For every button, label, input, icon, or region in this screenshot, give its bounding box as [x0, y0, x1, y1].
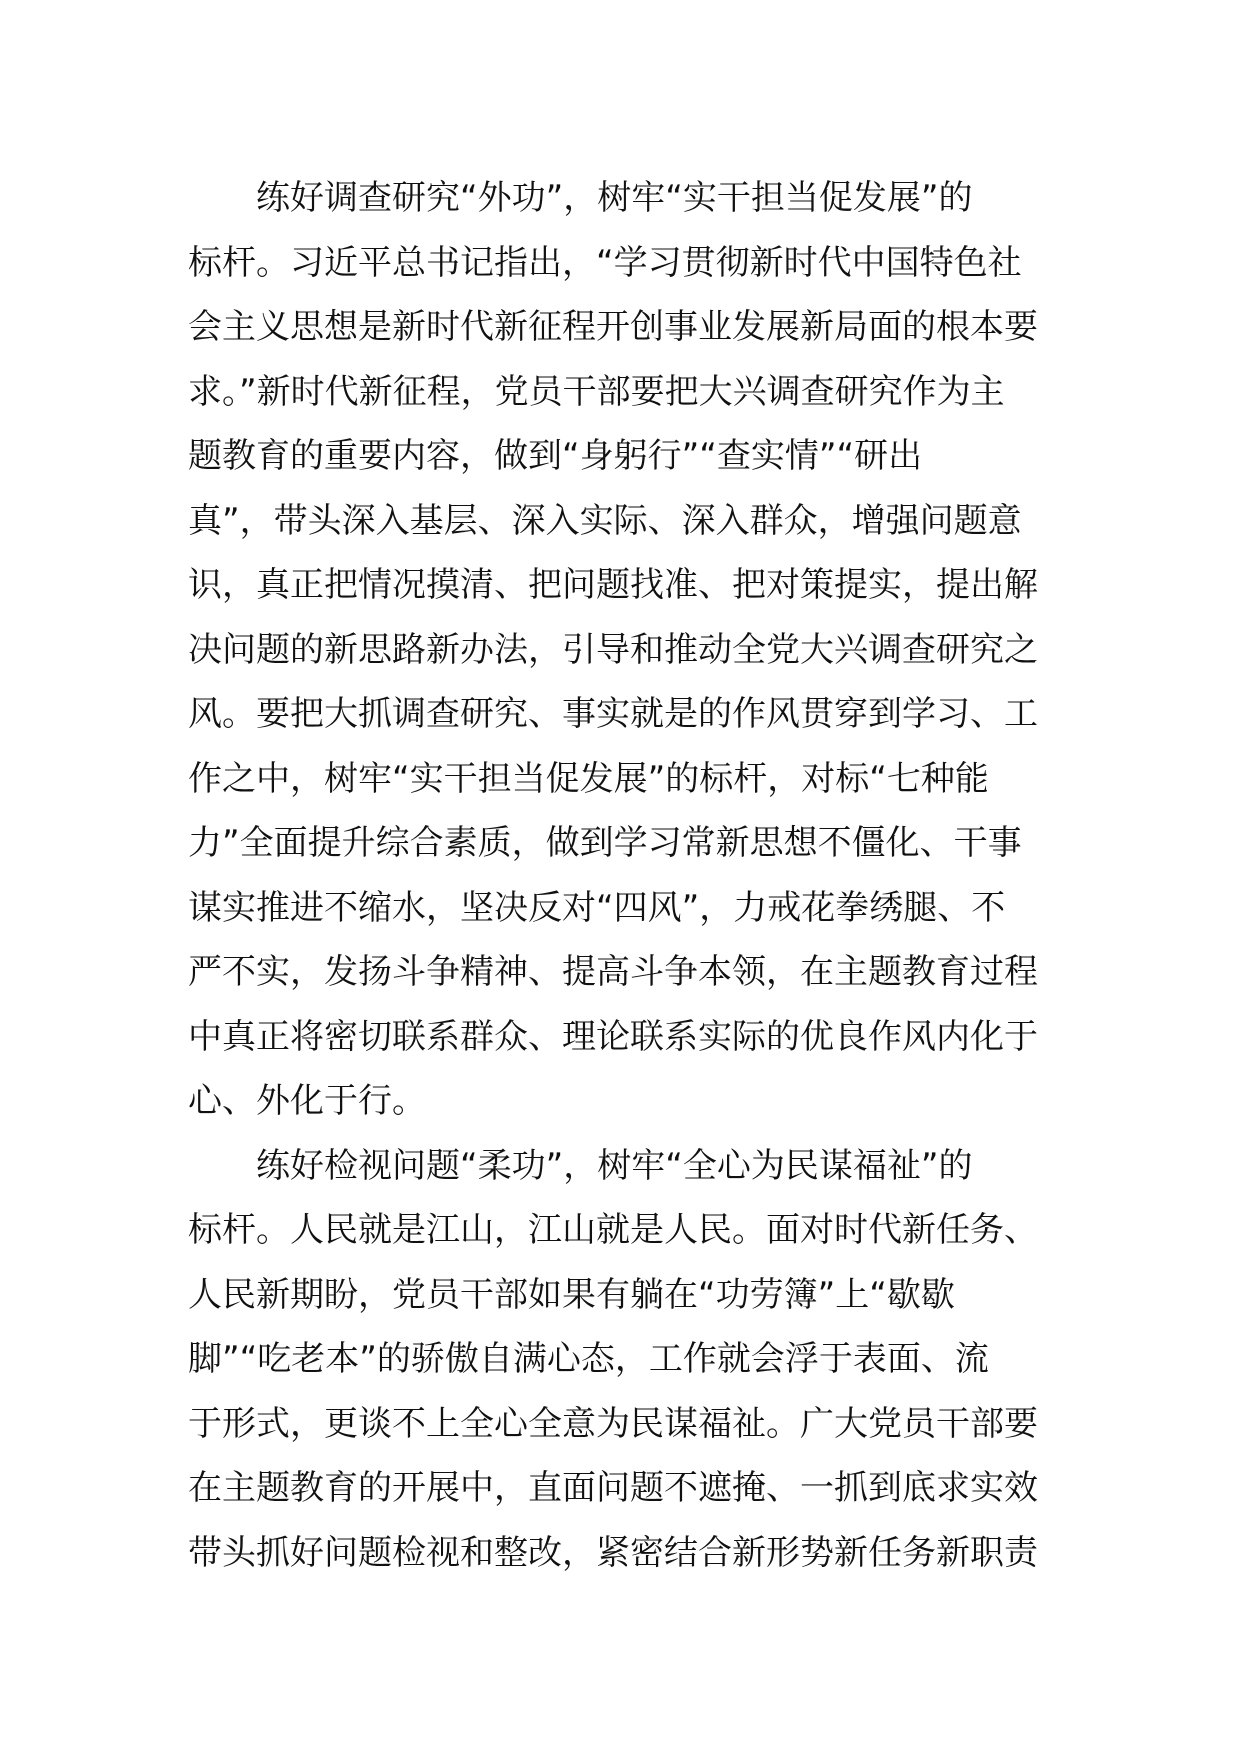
paragraph-line: 标杆。习近平总书记指出，“学习贯彻新时代中国特色社	[188, 242, 1022, 283]
paragraph-line: 在主题教育的开展中，直面问题不遮掩、一抓到底求实效	[188, 1468, 1038, 1508]
paragraph-1	[188, 166, 1058, 1134]
paragraph-2	[188, 1134, 1058, 1586]
paragraph-line: 标杆。人民就是江山，江山就是人民。面对时代新任务、	[188, 1210, 1038, 1250]
paragraph-line: 作之中，树牢“实干担当促发展”的标杆，对标“七种能	[188, 758, 989, 799]
paragraph-line: 严不实，发扬斗争精神、提高斗争本领，在主题教育过程	[188, 952, 1038, 992]
paragraph-line: 谋实推进不缩水，坚决反对“四风”，力戒花拳绣腿、不	[188, 887, 1006, 928]
paragraph-line: 脚”“吃老本”的骄傲自满心态，工作就会浮于表面、流	[188, 1339, 989, 1379]
body-text	[188, 166, 1058, 1585]
paragraph-line: 风。要把大抓调查研究、事实就是的作风贯穿到学习、工	[188, 694, 1038, 734]
paragraph-line: 于形式，更谈不上全心全意为民谋福祉。广大党员干部要	[188, 1403, 1038, 1444]
paragraph-line: 会主义思想是新时代新征程开创事业发展新局面的根本要	[188, 307, 1038, 347]
paragraph-line: 练好调查研究“外功”，树牢“实干担当促发展”的	[188, 178, 973, 218]
paragraph-line: 力”全面提升综合素质，做到学习常新思想不僵化、干事	[188, 823, 1022, 863]
paragraph-line: 识，真正把情况摸清、把问题找准、把对策提实，提出解	[188, 565, 1038, 605]
paragraph-line: 中真正将密切联系群众、理论联系实际的优良作风内化于	[188, 1016, 1038, 1057]
paragraph-line: 真”，带头深入基层、深入实际、深入群众，增强问题意	[188, 500, 1022, 541]
paragraph-line: 题教育的重要内容，做到“身躬行”“查实情”“研出	[188, 436, 923, 476]
paragraph-line: 人民新期盼，党员干部如果有躺在“功劳簿”上“歇歇	[188, 1274, 955, 1315]
paragraph-line: 求。”新时代新征程，党员干部要把大兴调查研究作为主	[188, 371, 1005, 412]
paragraph-line: 带头抓好问题检视和整改，紧密结合新形势新任务新职责	[188, 1532, 1038, 1573]
paragraph-line: 决问题的新思路新办法，引导和推动全党大兴调查研究之	[188, 629, 1038, 670]
paragraph-line: 心、外化于行。	[188, 1081, 426, 1121]
paragraph-line: 练好检视问题“柔功”，树牢“全心为民谋福祉”的	[188, 1145, 973, 1186]
